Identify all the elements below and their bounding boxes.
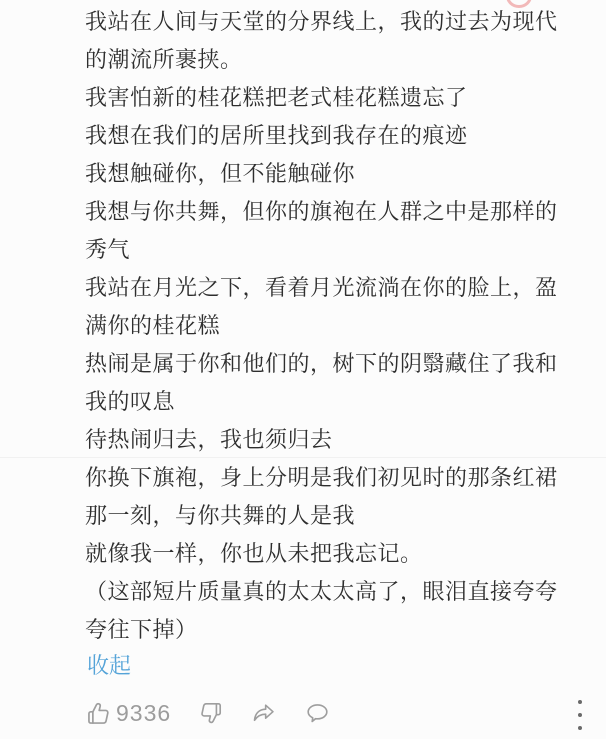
comment-line: 我站在人间与天堂的分界线上，我的过去为现代的潮流所裹挟。 [85, 9, 558, 72]
comment-line: 热闹是属于你和他们的，树下的阴翳藏住了我和我的叹息 [85, 351, 558, 414]
comment-line: （这部短片质量真的太太太高了，眼泪直接夸夸夸往下掉） [85, 579, 558, 642]
screenshot-seam-line [0, 457, 606, 458]
collapse-link[interactable]: 收起 [87, 653, 132, 678]
share-forward-icon [250, 700, 277, 726]
comment-line: 你换下旗袍，身上分明是我们初见时的那条红裙 [85, 465, 558, 490]
comment-line: 那一刻，与你共舞的人是我 [85, 503, 356, 528]
comment-text-block [85, 3, 577, 649]
comment-line: 我害怕新的桂花糕把老式桂花糕遗忘了 [85, 85, 468, 110]
kebab-menu-icon[interactable] [574, 700, 586, 730]
comment-action-bar [85, 697, 585, 729]
kebab-dot [578, 713, 582, 717]
reply-button[interactable] [304, 700, 331, 726]
comment-line: 待热闹归去，我也须归去 [85, 427, 333, 452]
comment-line: 我站在月光之下，看着月光流淌在你的脸上，盈满你的桂花糕 [85, 275, 558, 338]
like-button[interactable] [85, 700, 171, 727]
kebab-dot [578, 700, 582, 704]
thumbs-up-icon [85, 700, 112, 727]
share-button[interactable] [250, 700, 277, 726]
comment-line: 我想在我们的居所里找到我存在的痕迹 [85, 123, 468, 148]
like-count: 9336 [116, 699, 172, 726]
comment-bubble-icon [304, 700, 331, 726]
dislike-button[interactable] [198, 700, 224, 726]
kebab-dot [578, 726, 582, 730]
comment-line: 我想触碰你，但不能触碰你 [85, 161, 356, 186]
comment-line: 我想与你共舞，但你的旗袍在人群之中是那样的秀气 [85, 199, 558, 262]
comment-line: 就像我一样，你也从未把我忘记。 [85, 541, 423, 566]
thumbs-down-icon [198, 700, 224, 726]
